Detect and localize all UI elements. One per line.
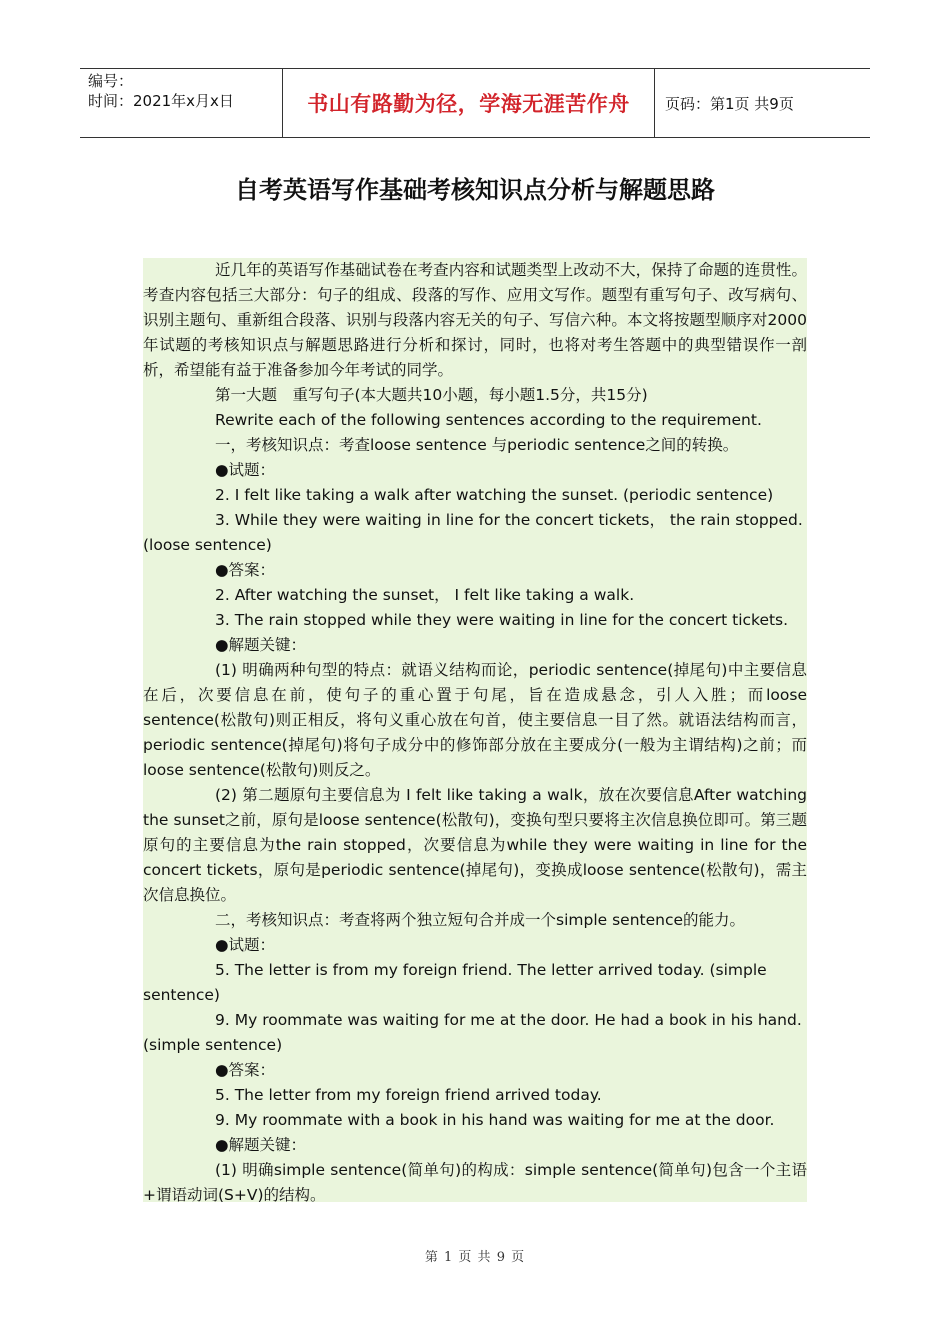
paragraph-intro: 近几年的英语写作基础试卷在考查内容和试题类型上改动不大，保持了命题的连贯性。考查内容包括三大部分：句子的组成、段落的写作、应用文写作。题型有重写句子、改写病句、识别主题句、重新组合段落、识别与段落内容无关的句子、写信六种。本文将按题型顺序对2000年试题的考核知识点与解题思路进行分析和探讨，同时，也将对考生答题中的典型错误作一剖析，希望能有益于准备参加今年考试的同学。 — [143, 261, 807, 379]
answer-item: 5. The letter from my foreign friend arrived today. — [215, 1086, 602, 1104]
knowledge-point: 一，考核知识点：考查loose sentence 与periodic sentence之间的转换。 — [215, 436, 739, 454]
bullet-label: ●试题： — [215, 936, 276, 954]
page-footer: 第 1 页 共 9 页 — [424, 1250, 526, 1265]
knowledge-point: 二，考核知识点：考查将两个独立短句合并成一个simple sentence的能力。 — [215, 911, 746, 929]
explanation-paragraph: (1) 明确simple sentence(简单句)的构成：simple sentence(简单句)包含一个主语+谓语动词(S+V)的结构。 — [143, 1161, 807, 1204]
header-right-cell — [655, 69, 870, 137]
explanation-paragraph: (1) 明确两种句型的特点：就语义结构而论，periodic sentence(掉尾句)中主要信息在后，次要信息在前，使句子的重心置于句尾，旨在造成悬念，引人入胜；而loose sentence(松散句)则正相反，将句义重心放在句首，使主要信息一目了然。就语法结构而言，periodic sentence(掉尾句)将句子成分中的修饰部分放在主要成分(一般为主谓结构)之前；而loose sentence(松散句)则反之。 — [143, 661, 807, 779]
header-table — [80, 68, 870, 138]
answer-item: 2. After watching the sunset， I felt like taking a walk. — [215, 586, 635, 604]
section-heading: 第一大题 重写句子(本大题共10小题，每小题1.5分，共15分) — [215, 386, 648, 404]
answer-item: 3. The rain stopped while they were waiting in line for the concert tickets. — [215, 611, 789, 629]
content-body — [143, 258, 807, 1202]
answer-item: 9. My roommate with a book in his hand was waiting for me at the door. — [215, 1111, 775, 1129]
date-label: 时间：2021年x月x日 — [88, 92, 234, 110]
bullet-label: ●答案： — [215, 561, 276, 579]
motto: 书山有路勤为径，学海无涯苦作舟 — [307, 91, 630, 116]
question-item: 3. While they were waiting in line for the concert tickets， the rain stopped. (loose sentence) — [143, 511, 803, 554]
question-item: 5. The letter is from my foreign friend. The letter arrived today. (simple sentence) — [143, 961, 767, 1004]
question-item: 2. I felt like taking a walk after watching the sunset. (periodic sentence) — [215, 486, 774, 504]
document-title: 自考英语写作基础考核知识点分析与解题思路 — [235, 175, 715, 204]
header-left-cell — [80, 69, 282, 137]
number-label: 编号： — [88, 72, 134, 90]
header-motto-cell — [282, 69, 655, 137]
explanation-paragraph: (2) 第二题原句主要信息为 I felt like taking a walk，放在次要信息After watching the sunset之前，原句是loose sentence(松散句)，变换句型只要将主次信息换位即可。第三题原句的主要信息为the rain stopped，次要信息为while they were waiting in line for the concert tickets，原句是periodic sentence(掉尾句)，变换成loose sentence(松散句)，需主次信息换位。 — [143, 786, 807, 904]
bullet-label: ●答案： — [215, 1061, 276, 1079]
bullet-label: ●试题： — [215, 461, 276, 479]
page-label: 页码：第1页 共9页 — [665, 94, 794, 113]
bullet-label: ●解题关键： — [215, 636, 307, 654]
bullet-label: ●解题关键： — [215, 1136, 307, 1154]
question-item: 9. My roommate was waiting for me at the door. He had a book in his hand. (simple sentence) — [143, 1011, 802, 1054]
instruction: Rewrite each of the following sentences according to the requirement. — [215, 411, 762, 429]
